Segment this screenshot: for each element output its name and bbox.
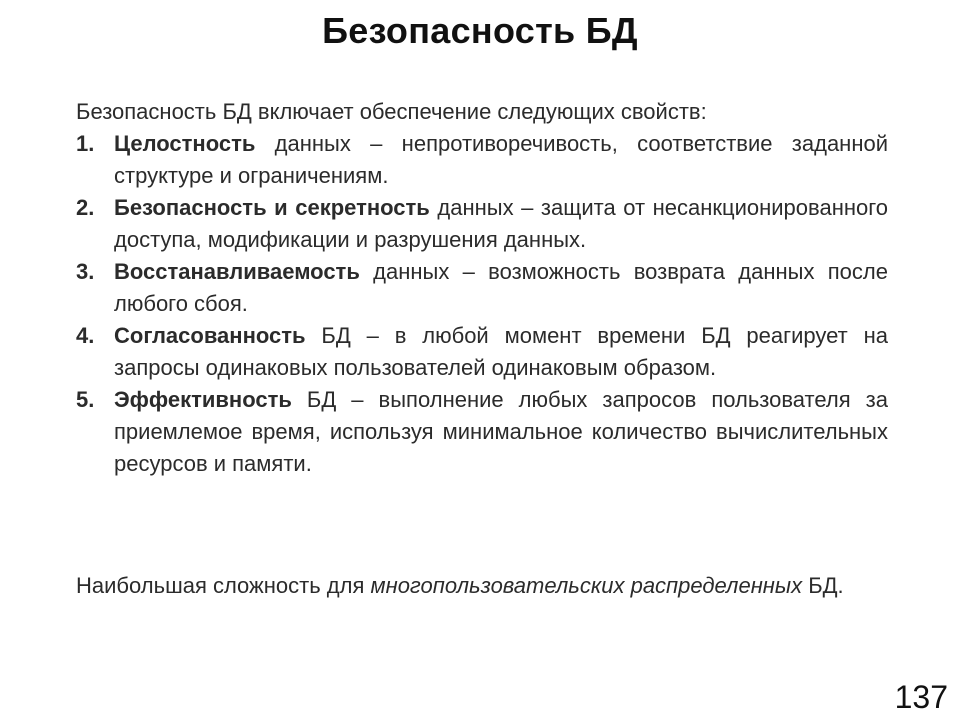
slide-content [76, 96, 888, 480]
item-term: Восстанавливаемость [114, 259, 360, 284]
item-number: 4. [76, 323, 95, 348]
item-description: данных – возможность возврата данных после любого сбоя. [114, 259, 888, 316]
slide-title: Безопасность БД [322, 10, 638, 51]
item-description: данных – защита от несанкционированного доступа, модификации и разрушения данных. [114, 195, 889, 252]
closing-note [76, 570, 888, 602]
list-item [76, 128, 888, 192]
item-number: 2. [76, 195, 95, 220]
page-number: 137 [894, 679, 948, 715]
closing-text-end: БД. [802, 573, 844, 598]
item-description: БД – в любой момент времени БД реагирует на запросы одинаковых пользователей одинаковым образом. [114, 323, 888, 380]
properties-list [76, 128, 888, 480]
list-item [76, 256, 888, 320]
item-number: 5. [76, 387, 95, 412]
item-description: данных – непротиворечивость, соответствие заданной структуре и ограничениям. [114, 131, 888, 188]
list-item [76, 192, 888, 256]
item-term: Безопасность и секретность [114, 195, 430, 220]
intro-text: Безопасность БД включает обеспечение следующих свойств: [76, 99, 707, 124]
item-term: Согласованность [114, 323, 306, 348]
list-item [76, 384, 888, 480]
item-description: БД – выполнение любых запросов пользователя за приемлемое время, используя минимальное количество вычислительных ресурсов и памяти. [114, 387, 888, 476]
closing-emphasis: многопользовательских распределенных [370, 573, 803, 598]
item-number: 3. [76, 259, 95, 284]
closing-text: Наибольшая сложность для [76, 573, 371, 598]
item-term: Эффективность [114, 387, 292, 412]
list-item [76, 320, 888, 384]
item-term: Целостность [114, 131, 256, 156]
item-number: 1. [76, 131, 95, 156]
